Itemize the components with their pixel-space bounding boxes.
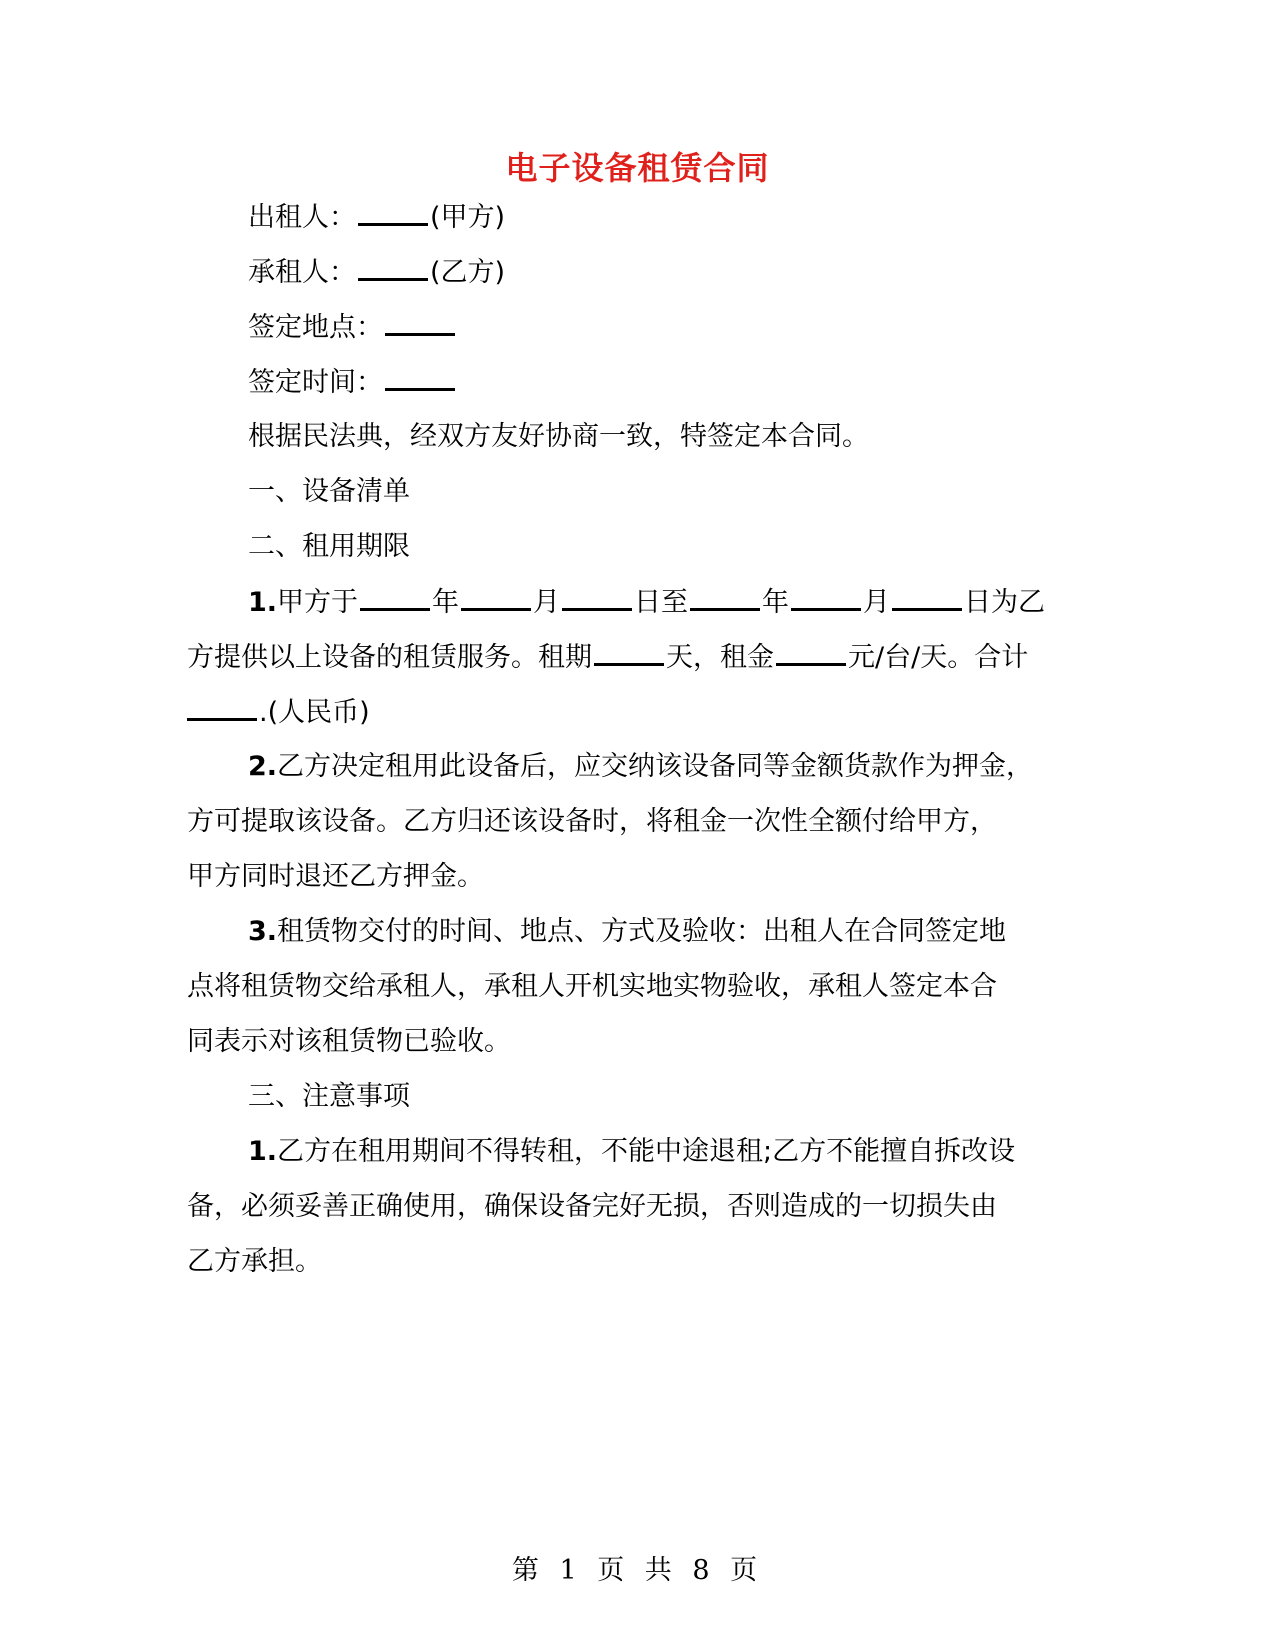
text: 日至 bbox=[634, 587, 689, 618]
clause-3-1-line-2: 备，必须妥善正确使用，确保设备完好无损，否则造成的一切损失由 bbox=[187, 1191, 997, 1222]
text: 方提供以上设备的租赁服务。租期 bbox=[187, 642, 592, 673]
time-line bbox=[248, 362, 457, 403]
document-title: 电子设备租赁合同 bbox=[505, 149, 770, 187]
intro-paragraph: 根据民法典，经双方友好协商一致，特签定本合同。 bbox=[248, 421, 869, 452]
section-heading-2: 二、租用期限 bbox=[248, 531, 410, 562]
lessee-line bbox=[248, 252, 505, 293]
section-heading-3: 三、注意事项 bbox=[248, 1081, 410, 1112]
text: 乙方在租用期间不得转租，不能中途退租;乙方不能擅自拆改设 bbox=[277, 1136, 1016, 1167]
text: 日为乙 bbox=[964, 587, 1046, 618]
clause-2-2-line-2: 方可提取该设备。乙方归还该设备时，将租金一次性全额付给甲方， bbox=[187, 806, 997, 837]
text: 甲方于 bbox=[277, 587, 359, 618]
text: 月 bbox=[863, 587, 891, 618]
blank bbox=[562, 582, 632, 611]
clause-number: 1. bbox=[248, 1136, 278, 1167]
section-heading-1: 一、设备清单 bbox=[248, 476, 410, 507]
blank bbox=[776, 637, 846, 666]
text: 年 bbox=[432, 587, 460, 618]
text: 乙方决定租用此设备后，应交纳该设备同等金额货款作为押金， bbox=[277, 751, 1034, 782]
blank bbox=[385, 307, 455, 336]
clause-2-1-line-1 bbox=[248, 582, 1045, 623]
text: .(人民币) bbox=[259, 697, 370, 728]
text: 月 bbox=[533, 587, 561, 618]
blank bbox=[594, 637, 664, 666]
lessor-line bbox=[248, 197, 505, 238]
lessor-label: 出租人： bbox=[248, 202, 356, 233]
blank bbox=[187, 692, 257, 721]
clause-number: 2. bbox=[248, 751, 278, 782]
blank bbox=[360, 582, 430, 611]
clause-2-1-line-3 bbox=[187, 692, 370, 733]
clause-2-1-line-2 bbox=[187, 637, 1028, 678]
text: 元/台/天。合计 bbox=[848, 642, 1029, 673]
blank bbox=[791, 582, 861, 611]
blank bbox=[690, 582, 760, 611]
lessor-suffix: (甲方) bbox=[430, 202, 506, 233]
blank bbox=[892, 582, 962, 611]
clause-3-1-line-3: 乙方承担。 bbox=[187, 1246, 322, 1277]
lessee-suffix: (乙方) bbox=[430, 257, 506, 288]
page-footer: 第 1 页 共 8 页 bbox=[511, 1555, 764, 1586]
place-label: 签定地点： bbox=[248, 312, 383, 343]
clause-number: 3. bbox=[248, 916, 278, 947]
clause-2-2-line-3: 甲方同时退还乙方押金。 bbox=[187, 861, 484, 892]
blank bbox=[461, 582, 531, 611]
clause-2-3-line-3: 同表示对该租赁物已验收。 bbox=[187, 1026, 511, 1057]
text: 租赁物交付的时间、地点、方式及验收：出租人在合同签定地 bbox=[277, 916, 1007, 947]
text: 天，租金 bbox=[666, 642, 774, 673]
blank bbox=[358, 197, 428, 226]
place-line bbox=[248, 307, 457, 348]
text: 年 bbox=[762, 587, 790, 618]
blank bbox=[358, 252, 428, 281]
clause-number: 1. bbox=[248, 587, 278, 618]
clause-2-3-line-2: 点将租赁物交给承租人，承租人开机实地实物验收，承租人签定本合 bbox=[187, 971, 997, 1002]
clause-2-2-line-1 bbox=[248, 747, 1033, 787]
clause-3-1-line-1 bbox=[248, 1132, 1015, 1172]
time-label: 签定时间： bbox=[248, 367, 383, 398]
blank bbox=[385, 362, 455, 391]
lessee-label: 承租人： bbox=[248, 257, 356, 288]
clause-2-3-line-1 bbox=[248, 912, 1006, 952]
